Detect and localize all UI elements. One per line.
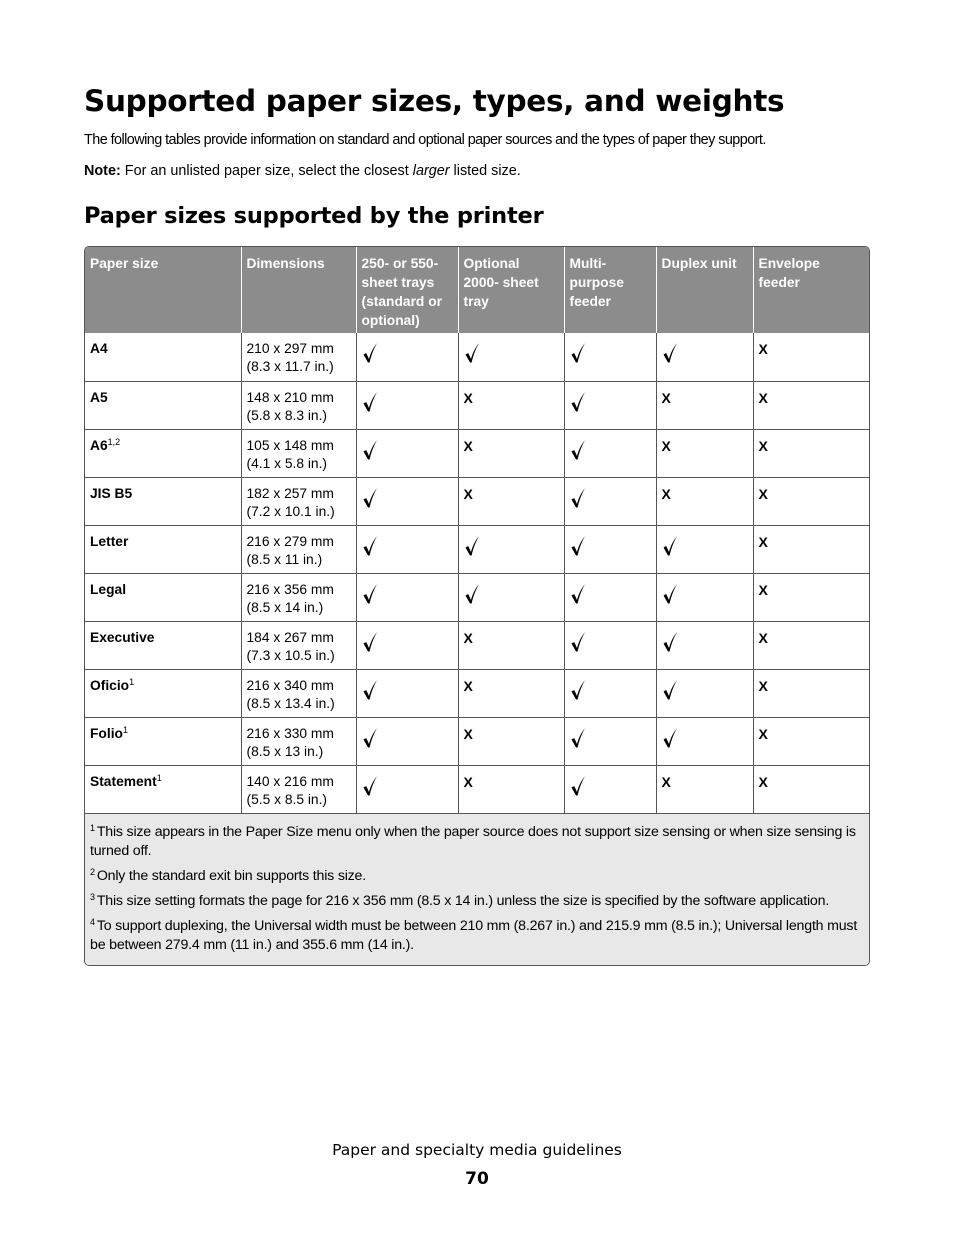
check-icon	[362, 679, 378, 701]
supported-cell	[656, 669, 753, 717]
dimensions-in: (7.3 x 10.5 in.)	[246, 647, 335, 663]
dimensions-mm: 216 x 330 mm	[246, 725, 334, 741]
unsupported-cell	[753, 621, 869, 669]
unsupported-mark: X	[758, 773, 768, 790]
check-icon	[662, 342, 678, 364]
check-icon	[570, 775, 586, 797]
unsupported-cell	[753, 333, 869, 381]
paper-size-label: A5	[90, 389, 108, 405]
paper-size-grid	[85, 247, 869, 813]
check-icon	[662, 535, 678, 557]
unsupported-cell	[656, 477, 753, 525]
unsupported-cell	[458, 669, 564, 717]
footnote	[90, 917, 864, 955]
supported-cell	[458, 333, 564, 381]
unsupported-mark: X	[758, 725, 768, 742]
unsupported-cell	[753, 477, 869, 525]
header-paper-size: Paper size	[85, 247, 241, 333]
paper-size-label: Folio	[90, 725, 123, 741]
note-before: For an unlisted paper size, select the closest	[120, 163, 413, 179]
dimensions-in: (8.5 x 14 in.)	[246, 599, 324, 615]
unsupported-cell	[753, 381, 869, 429]
paper-dimensions	[241, 333, 356, 381]
unsupported-cell	[458, 765, 564, 813]
page-title: Supported paper sizes, types, and weights	[84, 84, 785, 118]
supported-cell	[356, 765, 458, 813]
supported-cell	[458, 525, 564, 573]
unsupported-mark: X	[661, 389, 671, 406]
supported-cell	[656, 717, 753, 765]
check-icon	[662, 631, 678, 653]
note-after: listed size.	[449, 163, 521, 179]
dimensions-in: (4.1 x 5.8 in.)	[246, 455, 328, 471]
paper-dimensions	[241, 525, 356, 573]
check-icon	[362, 391, 378, 413]
unsupported-cell	[458, 429, 564, 477]
table-body	[85, 333, 869, 813]
check-icon	[570, 727, 586, 749]
supported-cell	[656, 573, 753, 621]
unsupported-mark: X	[463, 389, 473, 406]
paper-dimensions	[241, 477, 356, 525]
dimensions-in: (7.2 x 10.1 in.)	[246, 503, 335, 519]
header-duplex-unit: Duplex unit	[656, 247, 753, 333]
note-emphasis: larger	[412, 163, 450, 179]
table-row	[85, 429, 869, 477]
check-icon	[464, 583, 480, 605]
supported-cell	[564, 333, 656, 381]
check-icon	[362, 439, 378, 461]
unsupported-mark: X	[758, 629, 768, 646]
table-row	[85, 333, 869, 381]
page-number: 70	[465, 1169, 489, 1189]
check-icon	[362, 631, 378, 653]
dimensions-mm: 105 x 148 mm	[246, 437, 334, 453]
supported-cell	[564, 717, 656, 765]
header-standard-trays: 250- or 550-sheet trays (standard or optional)	[356, 247, 458, 333]
unsupported-mark: X	[463, 437, 473, 454]
supported-cell	[656, 333, 753, 381]
unsupported-mark: X	[463, 725, 473, 742]
supported-cell	[564, 765, 656, 813]
table-row	[85, 621, 869, 669]
unsupported-cell	[753, 573, 869, 621]
unsupported-cell	[458, 717, 564, 765]
supported-cell	[356, 621, 458, 669]
footnote-reference: 1	[129, 676, 135, 687]
table-header-row	[85, 247, 869, 333]
paper-size-label: A4	[90, 341, 108, 356]
supported-cell	[356, 717, 458, 765]
footnote-reference: 1,2	[107, 436, 121, 447]
paper-size-name	[85, 333, 241, 381]
table-row	[85, 477, 869, 525]
section-title: Paper sizes supported by the printer	[84, 203, 544, 229]
supported-cell	[356, 477, 458, 525]
dimensions-mm: 216 x 356 mm	[246, 581, 334, 597]
unsupported-cell	[753, 717, 869, 765]
paper-size-name	[85, 717, 241, 765]
footnote-text: This size setting formats the page for 216 x 356 mm (8.5 x 14 in.) unless the size is specified by the software application.	[96, 893, 830, 909]
supported-cell	[458, 573, 564, 621]
supported-cell	[356, 525, 458, 573]
unsupported-mark: X	[758, 533, 768, 550]
paper-size-name	[85, 765, 241, 813]
check-icon	[570, 631, 586, 653]
supported-cell	[564, 381, 656, 429]
dimensions-mm: 216 x 279 mm	[246, 533, 334, 549]
dimensions-mm: 140 x 216 mm	[246, 773, 334, 789]
table-row	[85, 525, 869, 573]
paper-dimensions	[241, 381, 356, 429]
unsupported-mark: X	[758, 485, 768, 502]
check-icon	[570, 679, 586, 701]
unsupported-mark: X	[463, 629, 473, 646]
check-icon	[662, 727, 678, 749]
dimensions-mm: 184 x 267 mm	[246, 629, 334, 645]
unsupported-mark: X	[661, 485, 671, 502]
note-label: Note:	[84, 163, 121, 179]
unsupported-mark: X	[758, 437, 768, 454]
supported-cell	[564, 669, 656, 717]
paper-size-name	[85, 429, 241, 477]
header-dimensions: Dimensions	[241, 247, 356, 333]
dimensions-in: (8.5 x 11 in.)	[246, 551, 323, 567]
supported-cell	[564, 477, 656, 525]
dimensions-in: (5.8 x 8.3 in.)	[246, 407, 328, 423]
table-row	[85, 381, 869, 429]
unsupported-cell	[753, 669, 869, 717]
table-row	[85, 669, 869, 717]
unsupported-mark: X	[661, 773, 671, 790]
check-icon	[362, 583, 378, 605]
header-envelope-feeder: Envelope feeder	[753, 247, 869, 333]
footnote-mark: 4	[90, 917, 95, 927]
footnote-mark: 3	[90, 892, 95, 902]
paper-size-table	[84, 246, 870, 966]
unsupported-mark: X	[758, 389, 768, 406]
unsupported-mark: X	[758, 677, 768, 694]
footnote	[90, 823, 864, 861]
dimensions-mm: 148 x 210 mm	[246, 389, 334, 405]
paper-size-label: Letter	[90, 533, 129, 549]
check-icon	[362, 727, 378, 749]
supported-cell	[656, 621, 753, 669]
check-icon	[570, 535, 586, 557]
footnote-text: Only the standard exit bin supports this size.	[96, 868, 366, 884]
paper-dimensions	[241, 429, 356, 477]
dimensions-in: (8.3 x 11.7 in.)	[246, 359, 334, 374]
check-icon	[464, 342, 480, 364]
unsupported-cell	[458, 621, 564, 669]
paper-size-label: JIS B5	[90, 485, 133, 501]
unsupported-mark: X	[463, 485, 473, 502]
paper-dimensions	[241, 573, 356, 621]
check-icon	[570, 439, 586, 461]
paper-dimensions	[241, 621, 356, 669]
unsupported-cell	[458, 381, 564, 429]
unsupported-mark: X	[758, 581, 768, 598]
header-multipurpose-feeder: Multi-purpose feeder	[564, 247, 656, 333]
unsupported-cell	[458, 477, 564, 525]
supported-cell	[356, 381, 458, 429]
check-icon	[362, 487, 378, 509]
footnote	[90, 867, 864, 886]
dimensions-mm: 210 x 297 mm	[246, 341, 334, 356]
unsupported-cell	[656, 429, 753, 477]
table-row	[85, 573, 869, 621]
paper-size-name	[85, 669, 241, 717]
check-icon	[362, 535, 378, 557]
footnote-reference: 1	[122, 724, 128, 735]
footnote-reference: 1	[156, 772, 162, 783]
check-icon	[464, 535, 480, 557]
supported-cell	[356, 573, 458, 621]
unsupported-mark: X	[463, 773, 473, 790]
footnote-text: To support duplexing, the Universal width must be between 210 mm (8.267 in.) and 215.9 mm (8.5 in.); Universal length must be between 279.4 mm (11 in.) and 355.6 mm (14 in.).	[90, 918, 858, 953]
unsupported-mark: X	[661, 437, 671, 454]
check-icon	[570, 583, 586, 605]
check-icon	[362, 775, 378, 797]
table-row	[85, 765, 869, 813]
paper-size-name	[85, 381, 241, 429]
footnote-text: This size appears in the Paper Size menu only when the paper source does not support size sensing or when size sensing is turned off.	[90, 824, 856, 859]
unsupported-cell	[656, 381, 753, 429]
supported-cell	[564, 525, 656, 573]
paper-dimensions	[241, 669, 356, 717]
check-icon	[662, 679, 678, 701]
supported-cell	[564, 621, 656, 669]
paper-size-label: Oficio	[90, 677, 130, 693]
paper-size-label: Legal	[90, 581, 127, 597]
paper-size-name	[85, 477, 241, 525]
dimensions-in: (8.5 x 13 in.)	[246, 743, 324, 759]
paper-size-label: Statement	[90, 773, 157, 789]
dimensions-in: (8.5 x 13.4 in.)	[246, 695, 335, 711]
unsupported-mark: X	[463, 677, 473, 694]
footnote-mark: 1	[90, 823, 95, 833]
check-icon	[570, 391, 586, 413]
paper-size-name	[85, 573, 241, 621]
check-icon	[362, 342, 378, 364]
paper-dimensions	[241, 717, 356, 765]
supported-cell	[564, 573, 656, 621]
paper-size-name	[85, 621, 241, 669]
unsupported-cell	[753, 429, 869, 477]
dimensions-in: (5.5 x 8.5 in.)	[246, 791, 328, 807]
supported-cell	[356, 429, 458, 477]
unsupported-cell	[753, 525, 869, 573]
supported-cell	[564, 429, 656, 477]
dimensions-mm: 216 x 340 mm	[246, 677, 334, 693]
footer-section-label: Paper and specialty media guidelines	[332, 1141, 622, 1159]
paper-size-label: A6	[90, 437, 108, 453]
paper-dimensions	[241, 765, 356, 813]
paper-size-label: Executive	[90, 629, 155, 645]
table-footnotes	[85, 813, 869, 965]
footnote	[90, 892, 864, 911]
table-row	[85, 717, 869, 765]
header-2000-sheet-tray: Optional 2000- sheet tray	[458, 247, 564, 333]
dimensions-mm: 182 x 257 mm	[246, 485, 334, 501]
unsupported-cell	[753, 765, 869, 813]
paper-size-name	[85, 525, 241, 573]
unsupported-cell	[656, 765, 753, 813]
unsupported-mark: X	[758, 341, 768, 357]
supported-cell	[356, 333, 458, 381]
check-icon	[570, 487, 586, 509]
intro-text: The following tables provide information on standard and optional paper sources and the types of paper they support.	[84, 132, 766, 148]
footnote-mark: 2	[90, 867, 95, 877]
supported-cell	[356, 669, 458, 717]
check-icon	[570, 342, 586, 364]
check-icon	[662, 583, 678, 605]
note-text	[84, 161, 521, 181]
supported-cell	[656, 525, 753, 573]
